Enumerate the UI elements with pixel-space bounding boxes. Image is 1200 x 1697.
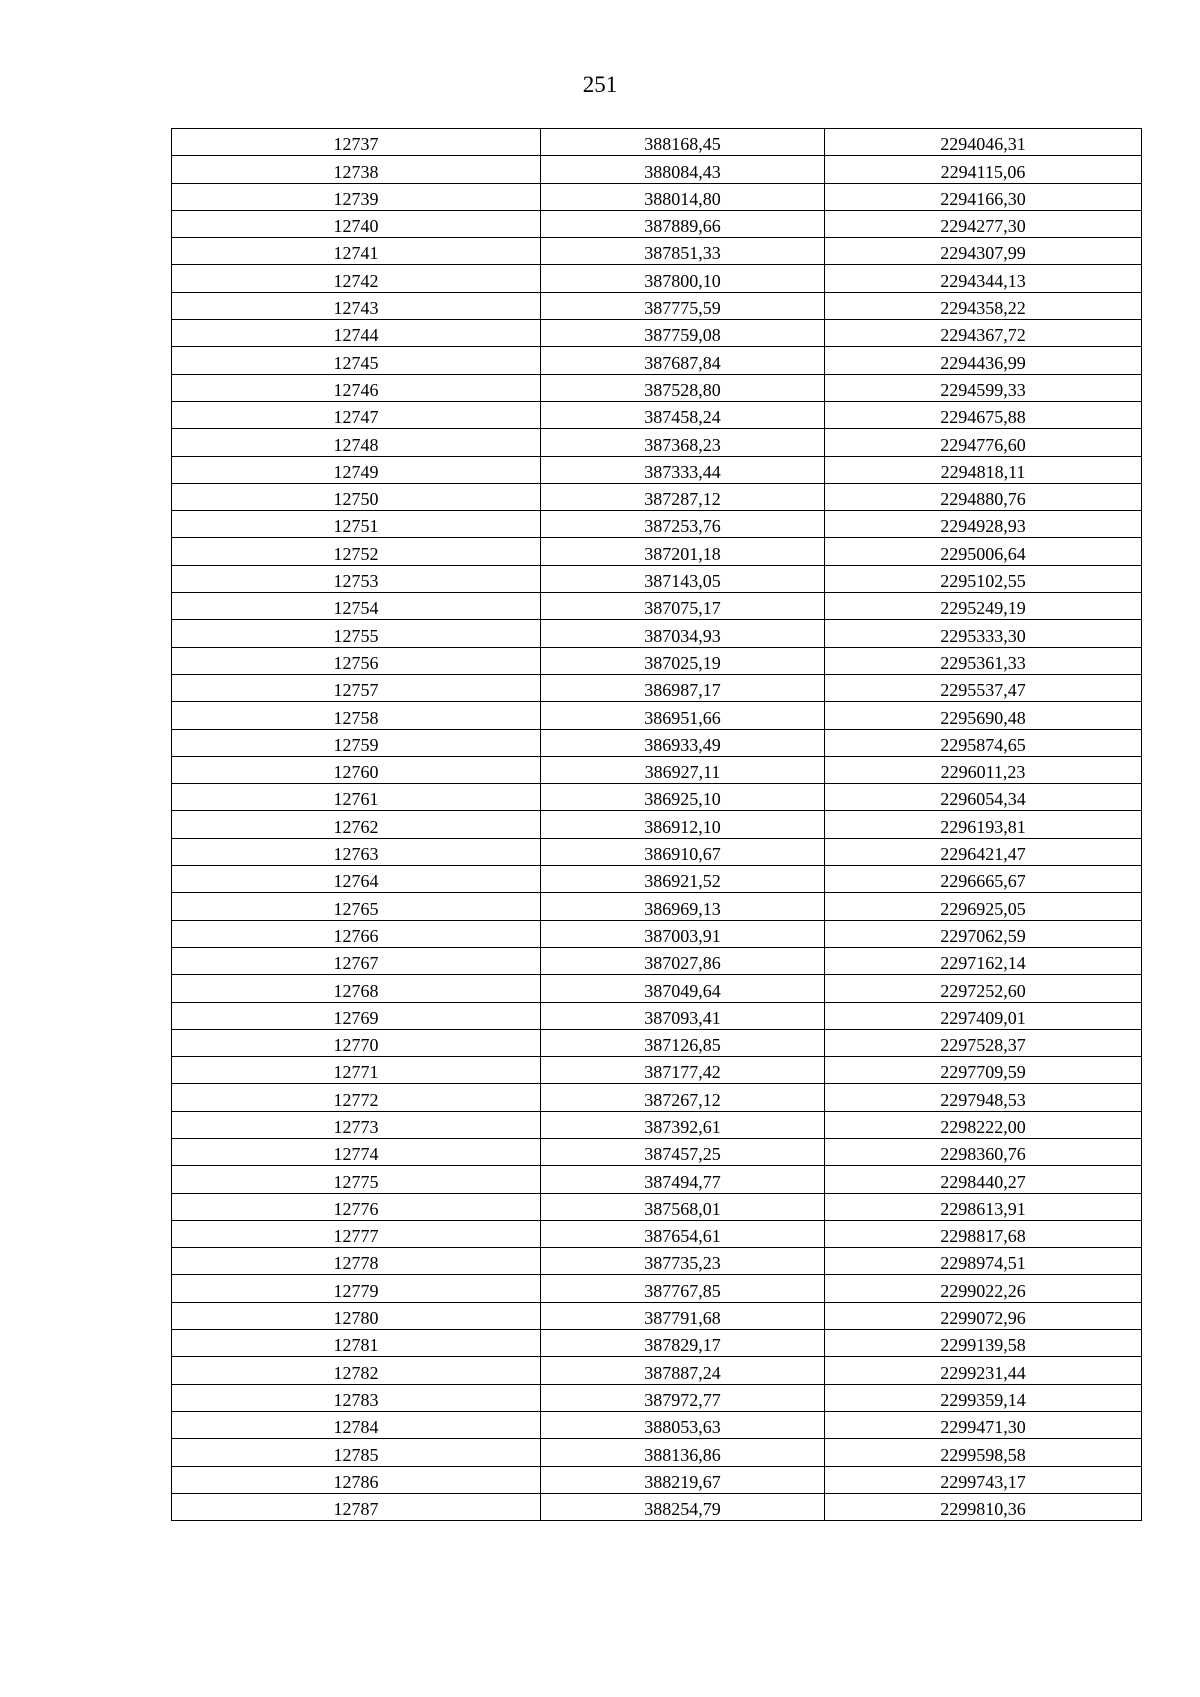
- x-coordinate-cell: 387775,59: [541, 292, 825, 319]
- point-number-cell: 12756: [172, 647, 541, 674]
- table-row: [172, 784, 1142, 811]
- point-number-cell: 12778: [172, 1248, 541, 1275]
- y-coordinate-cell: 2298817,68: [825, 1220, 1142, 1247]
- table-row: [172, 620, 1142, 647]
- x-coordinate-cell: 387457,25: [541, 1138, 825, 1165]
- point-number-cell: 12763: [172, 838, 541, 865]
- point-number-cell: 12747: [172, 401, 541, 428]
- x-coordinate-cell: 388168,45: [541, 129, 825, 156]
- table-row: [172, 1384, 1142, 1411]
- table-row: [172, 374, 1142, 401]
- y-coordinate-cell: 2297528,37: [825, 1029, 1142, 1056]
- x-coordinate-cell: 387093,41: [541, 1002, 825, 1029]
- x-coordinate-cell: 387003,91: [541, 920, 825, 947]
- x-coordinate-cell: 387528,80: [541, 374, 825, 401]
- x-coordinate-cell: 387800,10: [541, 265, 825, 292]
- y-coordinate-cell: 2295690,48: [825, 702, 1142, 729]
- point-number-cell: 12766: [172, 920, 541, 947]
- point-number-cell: 12738: [172, 156, 541, 183]
- table-row: [172, 920, 1142, 947]
- y-coordinate-cell: 2297252,60: [825, 975, 1142, 1002]
- x-coordinate-cell: 386933,49: [541, 729, 825, 756]
- point-number-cell: 12759: [172, 729, 541, 756]
- table-row: [172, 756, 1142, 783]
- x-coordinate-cell: 386921,52: [541, 866, 825, 893]
- table-row: [172, 1138, 1142, 1165]
- x-coordinate-cell: 388136,86: [541, 1439, 825, 1466]
- point-number-cell: 12740: [172, 210, 541, 237]
- x-coordinate-cell: 386927,11: [541, 756, 825, 783]
- y-coordinate-cell: 2295006,64: [825, 538, 1142, 565]
- table-row: [172, 565, 1142, 592]
- x-coordinate-cell: 387654,61: [541, 1220, 825, 1247]
- y-coordinate-cell: 2294436,99: [825, 347, 1142, 374]
- table-row: [172, 729, 1142, 756]
- x-coordinate-cell: 387687,84: [541, 347, 825, 374]
- y-coordinate-cell: 2294928,93: [825, 511, 1142, 538]
- point-number-cell: 12737: [172, 129, 541, 156]
- x-coordinate-cell: 386969,13: [541, 893, 825, 920]
- point-number-cell: 12769: [172, 1002, 541, 1029]
- point-number-cell: 12746: [172, 374, 541, 401]
- table-row: [172, 893, 1142, 920]
- table-row: [172, 156, 1142, 183]
- point-number-cell: 12741: [172, 238, 541, 265]
- point-number-cell: 12745: [172, 347, 541, 374]
- x-coordinate-cell: 388219,67: [541, 1466, 825, 1493]
- x-coordinate-cell: 387829,17: [541, 1330, 825, 1357]
- y-coordinate-cell: 2294358,22: [825, 292, 1142, 319]
- point-number-cell: 12771: [172, 1057, 541, 1084]
- x-coordinate-cell: 387392,61: [541, 1111, 825, 1138]
- y-coordinate-cell: 2294367,72: [825, 320, 1142, 347]
- point-number-cell: 12748: [172, 429, 541, 456]
- x-coordinate-cell: 387791,68: [541, 1302, 825, 1329]
- coordinates-table-body: [172, 129, 1142, 1521]
- y-coordinate-cell: 2295874,65: [825, 729, 1142, 756]
- table-row: [172, 238, 1142, 265]
- y-coordinate-cell: 2295537,47: [825, 674, 1142, 701]
- table-row: [172, 1493, 1142, 1520]
- table-row: [172, 1466, 1142, 1493]
- point-number-cell: 12744: [172, 320, 541, 347]
- table-row: [172, 429, 1142, 456]
- point-number-cell: 12772: [172, 1084, 541, 1111]
- point-number-cell: 12787: [172, 1493, 541, 1520]
- point-number-cell: 12777: [172, 1220, 541, 1247]
- point-number-cell: 12786: [172, 1466, 541, 1493]
- x-coordinate-cell: 387889,66: [541, 210, 825, 237]
- table-row: [172, 183, 1142, 210]
- point-number-cell: 12783: [172, 1384, 541, 1411]
- table-row: [172, 866, 1142, 893]
- point-number-cell: 12754: [172, 593, 541, 620]
- y-coordinate-cell: 2294599,33: [825, 374, 1142, 401]
- point-number-cell: 12779: [172, 1275, 541, 1302]
- x-coordinate-cell: 387287,12: [541, 483, 825, 510]
- y-coordinate-cell: 2298974,51: [825, 1248, 1142, 1275]
- table-row: [172, 265, 1142, 292]
- x-coordinate-cell: 386987,17: [541, 674, 825, 701]
- y-coordinate-cell: 2294115,06: [825, 156, 1142, 183]
- point-number-cell: 12773: [172, 1111, 541, 1138]
- point-number-cell: 12781: [172, 1330, 541, 1357]
- y-coordinate-cell: 2294776,60: [825, 429, 1142, 456]
- y-coordinate-cell: 2299022,26: [825, 1275, 1142, 1302]
- y-coordinate-cell: 2298360,76: [825, 1138, 1142, 1165]
- y-coordinate-cell: 2295361,33: [825, 647, 1142, 674]
- x-coordinate-cell: 387568,01: [541, 1193, 825, 1220]
- x-coordinate-cell: 387027,86: [541, 947, 825, 974]
- table-row: [172, 811, 1142, 838]
- point-number-cell: 12749: [172, 456, 541, 483]
- x-coordinate-cell: 386951,66: [541, 702, 825, 729]
- y-coordinate-cell: 2294307,99: [825, 238, 1142, 265]
- y-coordinate-cell: 2299471,30: [825, 1411, 1142, 1438]
- point-number-cell: 12761: [172, 784, 541, 811]
- point-number-cell: 12785: [172, 1439, 541, 1466]
- y-coordinate-cell: 2299810,36: [825, 1493, 1142, 1520]
- point-number-cell: 12758: [172, 702, 541, 729]
- point-number-cell: 12751: [172, 511, 541, 538]
- table-row: [172, 702, 1142, 729]
- y-coordinate-cell: 2299231,44: [825, 1357, 1142, 1384]
- point-number-cell: 12755: [172, 620, 541, 647]
- x-coordinate-cell: 387735,23: [541, 1248, 825, 1275]
- point-number-cell: 12764: [172, 866, 541, 893]
- y-coordinate-cell: 2297162,14: [825, 947, 1142, 974]
- point-number-cell: 12742: [172, 265, 541, 292]
- point-number-cell: 12753: [172, 565, 541, 592]
- y-coordinate-cell: 2294675,88: [825, 401, 1142, 428]
- x-coordinate-cell: 388053,63: [541, 1411, 825, 1438]
- point-number-cell: 12762: [172, 811, 541, 838]
- x-coordinate-cell: 387767,85: [541, 1275, 825, 1302]
- y-coordinate-cell: 2299359,14: [825, 1384, 1142, 1411]
- y-coordinate-cell: 2297948,53: [825, 1084, 1142, 1111]
- table-row: [172, 593, 1142, 620]
- table-row: [172, 1357, 1142, 1384]
- point-number-cell: 12765: [172, 893, 541, 920]
- y-coordinate-cell: 2294344,13: [825, 265, 1142, 292]
- table-row: [172, 210, 1142, 237]
- x-coordinate-cell: 386925,10: [541, 784, 825, 811]
- y-coordinate-cell: 2296011,23: [825, 756, 1142, 783]
- x-coordinate-cell: 387972,77: [541, 1384, 825, 1411]
- table-row: [172, 1111, 1142, 1138]
- x-coordinate-cell: 387201,18: [541, 538, 825, 565]
- page-number: 251: [582, 72, 618, 97]
- table-row: [172, 1275, 1142, 1302]
- y-coordinate-cell: 2297409,01: [825, 1002, 1142, 1029]
- y-coordinate-cell: 2294880,76: [825, 483, 1142, 510]
- point-number-cell: 12760: [172, 756, 541, 783]
- x-coordinate-cell: 387253,76: [541, 511, 825, 538]
- table-row: [172, 1302, 1142, 1329]
- table-row: [172, 511, 1142, 538]
- y-coordinate-cell: 2294818,11: [825, 456, 1142, 483]
- table-row: [172, 647, 1142, 674]
- y-coordinate-cell: 2298440,27: [825, 1166, 1142, 1193]
- y-coordinate-cell: 2299743,17: [825, 1466, 1142, 1493]
- table-row: [172, 838, 1142, 865]
- table-row: [172, 1057, 1142, 1084]
- y-coordinate-cell: 2296665,67: [825, 866, 1142, 893]
- x-coordinate-cell: 387458,24: [541, 401, 825, 428]
- x-coordinate-cell: 387034,93: [541, 620, 825, 647]
- y-coordinate-cell: 2295333,30: [825, 620, 1142, 647]
- y-coordinate-cell: 2298222,00: [825, 1111, 1142, 1138]
- x-coordinate-cell: 387177,42: [541, 1057, 825, 1084]
- point-number-cell: 12770: [172, 1029, 541, 1056]
- table-row: [172, 674, 1142, 701]
- x-coordinate-cell: 387494,77: [541, 1166, 825, 1193]
- y-coordinate-cell: 2297709,59: [825, 1057, 1142, 1084]
- point-number-cell: 12750: [172, 483, 541, 510]
- table-row: [172, 483, 1142, 510]
- x-coordinate-cell: 387851,33: [541, 238, 825, 265]
- table-row: [172, 975, 1142, 1002]
- table-row: [172, 1002, 1142, 1029]
- x-coordinate-cell: 388014,80: [541, 183, 825, 210]
- table-row: [172, 456, 1142, 483]
- y-coordinate-cell: 2296421,47: [825, 838, 1142, 865]
- point-number-cell: 12757: [172, 674, 541, 701]
- point-number-cell: 12752: [172, 538, 541, 565]
- y-coordinate-cell: 2299139,58: [825, 1330, 1142, 1357]
- y-coordinate-cell: 2299598,58: [825, 1439, 1142, 1466]
- table-row: [172, 538, 1142, 565]
- x-coordinate-cell: 386912,10: [541, 811, 825, 838]
- point-number-cell: 12768: [172, 975, 541, 1002]
- y-coordinate-cell: 2298613,91: [825, 1193, 1142, 1220]
- point-number-cell: 12782: [172, 1357, 541, 1384]
- table-row: [172, 401, 1142, 428]
- y-coordinate-cell: 2296054,34: [825, 784, 1142, 811]
- y-coordinate-cell: 2296925,05: [825, 893, 1142, 920]
- point-number-cell: 12776: [172, 1193, 541, 1220]
- table-row: [172, 1193, 1142, 1220]
- y-coordinate-cell: 2295249,19: [825, 593, 1142, 620]
- table-row: [172, 947, 1142, 974]
- y-coordinate-cell: 2294277,30: [825, 210, 1142, 237]
- table-row: [172, 1439, 1142, 1466]
- x-coordinate-cell: 387267,12: [541, 1084, 825, 1111]
- table-row: [172, 129, 1142, 156]
- x-coordinate-cell: 388084,43: [541, 156, 825, 183]
- x-coordinate-cell: 387143,05: [541, 565, 825, 592]
- y-coordinate-cell: 2296193,81: [825, 811, 1142, 838]
- point-number-cell: 12780: [172, 1302, 541, 1329]
- point-number-cell: 12774: [172, 1138, 541, 1165]
- y-coordinate-cell: 2294046,31: [825, 129, 1142, 156]
- table-row: [172, 1084, 1142, 1111]
- x-coordinate-cell: 388254,79: [541, 1493, 825, 1520]
- point-number-cell: 12743: [172, 292, 541, 319]
- x-coordinate-cell: 387333,44: [541, 456, 825, 483]
- x-coordinate-cell: 387368,23: [541, 429, 825, 456]
- table-row: [172, 347, 1142, 374]
- x-coordinate-cell: 387075,17: [541, 593, 825, 620]
- x-coordinate-cell: 387887,24: [541, 1357, 825, 1384]
- table-row: [172, 320, 1142, 347]
- y-coordinate-cell: 2299072,96: [825, 1302, 1142, 1329]
- table-row: [172, 1330, 1142, 1357]
- y-coordinate-cell: 2297062,59: [825, 920, 1142, 947]
- x-coordinate-cell: 387126,85: [541, 1029, 825, 1056]
- x-coordinate-cell: 387759,08: [541, 320, 825, 347]
- point-number-cell: 12767: [172, 947, 541, 974]
- x-coordinate-cell: 387025,19: [541, 647, 825, 674]
- point-number-cell: 12775: [172, 1166, 541, 1193]
- y-coordinate-cell: 2295102,55: [825, 565, 1142, 592]
- coordinates-table: [171, 128, 1142, 1521]
- point-number-cell: 12784: [172, 1411, 541, 1438]
- table-row: [172, 1248, 1142, 1275]
- table-row: [172, 1166, 1142, 1193]
- point-number-cell: 12739: [172, 183, 541, 210]
- table-row: [172, 292, 1142, 319]
- x-coordinate-cell: 386910,67: [541, 838, 825, 865]
- x-coordinate-cell: 387049,64: [541, 975, 825, 1002]
- y-coordinate-cell: 2294166,30: [825, 183, 1142, 210]
- table-row: [172, 1411, 1142, 1438]
- table-row: [172, 1220, 1142, 1247]
- table-row: [172, 1029, 1142, 1056]
